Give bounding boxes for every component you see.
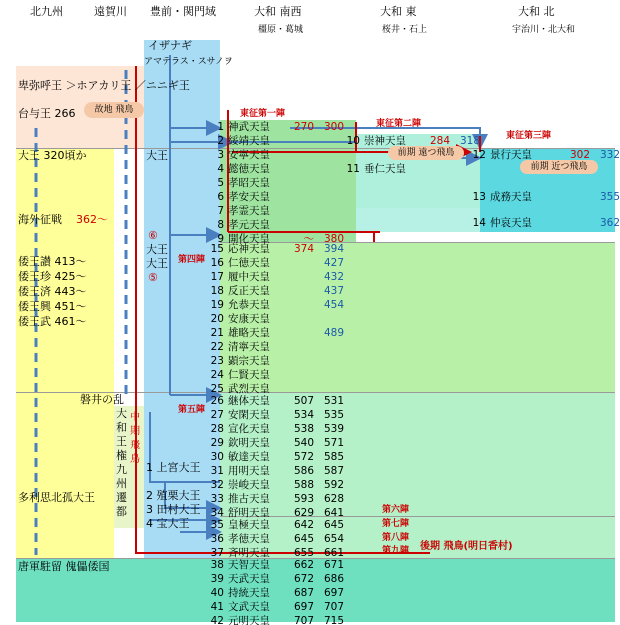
emperor-year-start: 534 xyxy=(293,409,314,421)
emperor-name: 反正天皇 xyxy=(228,285,270,297)
campaign-6: 第六陣 xyxy=(382,505,410,515)
emperor-row xyxy=(204,299,344,311)
emperor-number: 32 xyxy=(210,479,224,491)
emperor-row xyxy=(204,533,344,545)
emperor-year-end: 587 xyxy=(323,465,344,477)
emperor-year-end: 355 xyxy=(599,191,620,203)
emperor-number: 6 xyxy=(217,191,224,203)
kaigai-label: 海外征戦 xyxy=(18,213,62,226)
emperor-year-end: 531 xyxy=(323,395,344,407)
v-char: 期 xyxy=(130,426,140,437)
header-yamato-n-sub: 宇治川・北大和 xyxy=(512,25,576,35)
emperor-year-start: 687 xyxy=(293,587,314,599)
emperor-number: 26 xyxy=(210,395,224,407)
v-char: 都 xyxy=(116,505,127,518)
emperor-name: 雄略天皇 xyxy=(228,327,270,339)
emperor-name: 綏靖天皇 xyxy=(228,135,270,147)
toyo-label: 台与王 266 xyxy=(18,107,76,120)
v-char: 中 xyxy=(130,412,140,423)
header-kitakyushu: 北九州 xyxy=(30,5,63,18)
emperor-number: 30 xyxy=(210,451,224,463)
campaign-8: 第八陣 xyxy=(382,533,410,543)
wa-king-2: 倭王珍 425～ xyxy=(18,270,87,283)
emperor-year-end: 715 xyxy=(323,615,344,625)
wa-king-5: 倭王武 461～ xyxy=(18,315,87,328)
emperor-year-end: 427 xyxy=(323,257,344,269)
v-char: 和 xyxy=(116,421,127,434)
v-char: 遷 xyxy=(116,491,127,504)
emperor-number: 17 xyxy=(210,271,224,283)
kuwa-3: 3 田村大王 xyxy=(146,503,201,516)
emperor-number: 9 xyxy=(217,233,224,245)
emperor-name: 清寧天皇 xyxy=(228,341,270,353)
emperor-row xyxy=(466,149,620,161)
kaigai-year: 362～ xyxy=(76,213,108,226)
emperor-name: 宣化天皇 xyxy=(228,423,270,435)
emperor-row xyxy=(204,257,344,269)
emperor-name: 懿徳天皇 xyxy=(228,163,270,175)
tougun-label: 唐軍駐留 傀儡倭国 xyxy=(18,560,110,573)
v-char: 大 xyxy=(116,407,127,420)
emperor-number: 16 xyxy=(210,257,224,269)
wa-king-1: 倭王讃 413～ xyxy=(18,255,87,268)
emperor-number: 4 xyxy=(217,163,224,175)
emperor-number: 24 xyxy=(210,369,224,381)
emperor-year-end: 454 xyxy=(323,299,344,311)
emperor-row xyxy=(204,573,344,585)
emperor-year-end: 628 xyxy=(323,493,344,505)
emperor-year-end: 671 xyxy=(323,559,344,571)
emperor-name: 孝霊天皇 xyxy=(228,205,270,217)
header-ongagawa: 遠賀川 xyxy=(94,5,127,18)
emperor-year-start: 593 xyxy=(293,493,314,505)
emperor-row xyxy=(204,121,344,133)
emperor-name: 天武天皇 xyxy=(228,573,270,585)
emperor-name: 崇神天皇 xyxy=(364,135,406,147)
emperor-year-start: 697 xyxy=(293,601,314,613)
emperor-name: 継体天皇 xyxy=(228,395,270,407)
header-buzen: 豊前・関門域 xyxy=(150,5,216,18)
emperor-name: 天智天皇 xyxy=(228,559,270,571)
header-yamato-sw: 大和 南西 xyxy=(254,5,302,18)
emperor-row xyxy=(204,437,344,449)
emperor-number: 18 xyxy=(210,285,224,297)
emperor-row xyxy=(466,191,620,203)
circle-six: ⑥ xyxy=(148,229,158,242)
emperor-name: 文武天皇 xyxy=(228,601,270,613)
emperor-year-end: 394 xyxy=(323,243,344,255)
emperor-number: 31 xyxy=(210,465,224,477)
emperor-name: 斉明天皇 xyxy=(228,547,270,559)
emperor-year-start: 642 xyxy=(293,519,314,531)
kuwa-4: 4 宝大王 xyxy=(146,517,190,530)
emperor-name: 欽明天皇 xyxy=(228,437,270,449)
emperor-year-end: 585 xyxy=(323,451,344,463)
himiko-label: 卑弥呼王 ＞ホアカリ王 ／ニニギ王 xyxy=(18,79,190,92)
emperor-row xyxy=(204,493,344,505)
emperor-year-end: 535 xyxy=(323,409,344,421)
emperor-year-start: 270 xyxy=(293,121,314,133)
emperor-number: 15 xyxy=(210,243,224,255)
emperor-year-end: 432 xyxy=(323,271,344,283)
emperor-row xyxy=(204,451,344,463)
emperor-year-end: 571 xyxy=(323,437,344,449)
emperor-name: 孝元天皇 xyxy=(228,219,270,231)
emperor-year-start: 302 xyxy=(569,149,590,161)
emperor-year-start: 588 xyxy=(293,479,314,491)
koki-asuka-label: 後期 飛鳥(明日香村) xyxy=(420,541,513,552)
emperor-year-end: 686 xyxy=(323,573,344,585)
emperor-year-start: 645 xyxy=(293,533,314,545)
emperor-row xyxy=(204,395,344,407)
yamato-kyushu-vertical xyxy=(116,408,128,518)
emperor-row xyxy=(204,313,344,325)
emperor-row xyxy=(204,423,344,435)
emperor-row xyxy=(204,369,344,381)
emperor-row xyxy=(204,243,344,255)
emperor-name: 仲哀天皇 xyxy=(490,217,532,229)
emperor-year-start: 707 xyxy=(293,615,314,625)
amaterasu-label: アマテラス・スサノヲ xyxy=(144,57,233,67)
v-char: 飛 xyxy=(130,440,140,451)
emperor-name: 推古天皇 xyxy=(228,493,270,505)
campaign-1: 東征第一陣 xyxy=(240,109,286,119)
emperor-row xyxy=(204,271,344,283)
emperor-name: 舒明天皇 xyxy=(228,507,270,519)
daio-320-label: 大王 320頃か xyxy=(18,149,87,162)
emperor-number: 19 xyxy=(210,299,224,311)
chuki-asuka-vertical xyxy=(130,412,142,466)
emperor-row xyxy=(204,465,344,477)
emperor-number: 34 xyxy=(210,507,224,519)
emperor-name: 崇峻天皇 xyxy=(228,479,270,491)
emperor-year-end: 654 xyxy=(323,533,344,545)
emperor-number: 21 xyxy=(210,327,224,339)
campaign-7: 第七陣 xyxy=(382,519,410,529)
emperor-year-end: 362 xyxy=(599,217,620,229)
emperor-row xyxy=(204,519,344,531)
emperor-year-end: 539 xyxy=(323,423,344,435)
emperor-number: 20 xyxy=(210,313,224,325)
emperor-year-start: 655 xyxy=(293,547,314,559)
campaign-3: 東征第三陣 xyxy=(506,131,552,141)
emperor-row xyxy=(204,615,344,625)
emperor-number: 40 xyxy=(210,587,224,599)
emperor-year-end: 332 xyxy=(599,149,620,161)
wa-king-3: 倭王済 443～ xyxy=(18,285,87,298)
emperor-year-start: 540 xyxy=(293,437,314,449)
emperor-row xyxy=(204,177,344,189)
emperor-name: 安閑天皇 xyxy=(228,409,270,421)
emperor-year-start: 374 xyxy=(293,243,314,255)
emperor-row xyxy=(204,327,344,339)
emperor-year-start: 629 xyxy=(293,507,314,519)
emperor-name: 孝安天皇 xyxy=(228,191,270,203)
emperor-year-start: 662 xyxy=(293,559,314,571)
emperor-number: 3 xyxy=(217,149,224,161)
emperor-number: 39 xyxy=(210,573,224,585)
emperor-number: 35 xyxy=(210,519,224,531)
emperor-name: 持統天皇 xyxy=(228,587,270,599)
emperor-name: 仁賢天皇 xyxy=(228,369,270,381)
emperor-name: 安寧天皇 xyxy=(228,149,270,161)
emperor-year-start: 284 xyxy=(429,135,450,147)
emperor-year-start: 572 xyxy=(293,451,314,463)
emperor-number: 41 xyxy=(210,601,224,613)
emperor-year-end: 300 xyxy=(323,121,344,133)
emperor-number: 7 xyxy=(217,205,224,217)
emperor-year-end: 661 xyxy=(323,547,344,559)
emperor-row xyxy=(204,547,344,559)
iwai-label: 磐井の乱 xyxy=(80,393,124,406)
v-char: 王 xyxy=(116,435,127,448)
emperor-row xyxy=(204,479,344,491)
tarishi-label: 多利思北孤大王 xyxy=(18,491,95,504)
emperor-name: 垂仁天皇 xyxy=(364,163,406,175)
emperor-row xyxy=(204,149,344,161)
emperor-number: 14 xyxy=(472,217,486,229)
emperor-number: 25 xyxy=(210,383,224,395)
emperor-number: 5 xyxy=(217,177,224,189)
emperor-row xyxy=(204,587,344,599)
emperor-number: 29 xyxy=(210,437,224,449)
emperor-year-start: 507 xyxy=(293,395,314,407)
emperor-name: 開化天皇 xyxy=(228,233,270,245)
v-char: 州 xyxy=(116,477,127,490)
emperor-name: 元明天皇 xyxy=(228,615,270,625)
emperor-name: 仁徳天皇 xyxy=(228,257,270,269)
izanagi-label: イザナギ xyxy=(148,39,192,52)
emperor-year-end: 707 xyxy=(323,601,344,613)
kochi-asuka-pill: 故地 飛鳥 xyxy=(84,102,144,118)
emperor-name: 武烈天皇 xyxy=(228,383,270,395)
emperor-year-end: 697 xyxy=(323,587,344,599)
emperor-row xyxy=(204,285,344,297)
campaign-5: 第五陣 xyxy=(178,405,206,415)
emperor-year-end: 318 xyxy=(459,135,480,147)
zenki-tootsu-asuka-pill: 前期 遠つ飛鳥 xyxy=(388,146,464,160)
emperor-name: 応神天皇 xyxy=(228,243,270,255)
emperor-year-end: 380 xyxy=(323,233,344,245)
kuwa-1: 1 上宮大王 xyxy=(146,461,201,474)
emperor-name: 履中天皇 xyxy=(228,271,270,283)
daio-a-label: 大王 xyxy=(146,243,168,256)
emperor-year-start: 586 xyxy=(293,465,314,477)
emperor-name: 敏達天皇 xyxy=(228,451,270,463)
v-char: 権 xyxy=(116,449,127,462)
buzen-daio-label: 大王 xyxy=(146,149,168,162)
v-char: 九 xyxy=(116,463,127,476)
emperor-number: 42 xyxy=(210,615,224,625)
emperor-number: 11 xyxy=(346,163,360,175)
emperor-name: 允恭天皇 xyxy=(228,299,270,311)
emperor-number: 10 xyxy=(346,135,360,147)
header-yamato-n: 大和 北 xyxy=(518,5,555,18)
emperor-year-start: ～ xyxy=(303,233,314,245)
emperor-row xyxy=(204,383,344,395)
emperor-row xyxy=(204,205,344,217)
emperor-row xyxy=(466,217,620,229)
emperor-row xyxy=(204,355,344,367)
wa-king-4: 倭王興 451～ xyxy=(18,300,87,313)
emperor-year-end: 641 xyxy=(323,507,344,519)
emperor-row xyxy=(204,135,344,147)
emperor-row xyxy=(204,507,344,519)
emperor-row xyxy=(204,559,344,571)
emperor-name: 安康天皇 xyxy=(228,313,270,325)
emperor-row xyxy=(204,163,344,175)
header-yamato-e-sub: 桜井・石上 xyxy=(382,25,428,35)
emperor-name: 神武天皇 xyxy=(228,121,270,133)
emperor-number: 8 xyxy=(217,219,224,231)
campaign-4: 第四陣 xyxy=(178,255,206,265)
emperor-number: 22 xyxy=(210,341,224,353)
emperor-year-end: 592 xyxy=(323,479,344,491)
emperor-number: 1 xyxy=(217,121,224,133)
emperor-name: 成務天皇 xyxy=(490,191,532,203)
emperor-number: 33 xyxy=(210,493,224,505)
emperor-row xyxy=(340,163,480,175)
emperor-year-end: 437 xyxy=(323,285,344,297)
emperor-number: 12 xyxy=(472,149,486,161)
campaign-2: 東征第二陣 xyxy=(376,119,422,129)
emperor-name: 顕宗天皇 xyxy=(228,355,270,367)
emperor-number: 28 xyxy=(210,423,224,435)
emperor-row xyxy=(204,409,344,421)
emperor-number: 23 xyxy=(210,355,224,367)
emperor-row xyxy=(204,219,344,231)
emperor-year-end: 645 xyxy=(323,519,344,531)
header-yamato-e: 大和 東 xyxy=(380,5,417,18)
emperor-name: 用明天皇 xyxy=(228,465,270,477)
emperor-number: 38 xyxy=(210,559,224,571)
emperor-year-end: 489 xyxy=(323,327,344,339)
emperor-row xyxy=(204,601,344,613)
campaign-9: 第九陣 xyxy=(382,546,410,556)
emperor-year-start: 538 xyxy=(293,423,314,435)
emperor-name: 景行天皇 xyxy=(490,149,532,161)
emperor-row xyxy=(340,135,480,147)
header-yamato-sw-sub: 橿原・葛城 xyxy=(258,25,304,35)
emperor-number: 2 xyxy=(217,135,224,147)
emperor-name: 孝徳天皇 xyxy=(228,533,270,545)
emperor-number: 27 xyxy=(210,409,224,421)
emperor-number: 36 xyxy=(210,533,224,545)
circle-five: ⑤ xyxy=(148,271,158,284)
daio-b-label: 大王 xyxy=(146,257,168,270)
emperor-number: 13 xyxy=(472,191,486,203)
v-char: 鳥 xyxy=(130,454,140,465)
emperor-number: 37 xyxy=(210,547,224,559)
emperor-year-start: 672 xyxy=(293,573,314,585)
zenki-chikatsu-asuka-pill: 前期 近つ飛鳥 xyxy=(520,160,598,174)
emperor-row xyxy=(204,341,344,353)
emperor-row xyxy=(204,191,344,203)
emperor-name: 孝昭天皇 xyxy=(228,177,270,189)
kuwa-2: 2 殖栗大王 xyxy=(146,489,201,502)
emperor-name: 皇極天皇 xyxy=(228,519,270,531)
